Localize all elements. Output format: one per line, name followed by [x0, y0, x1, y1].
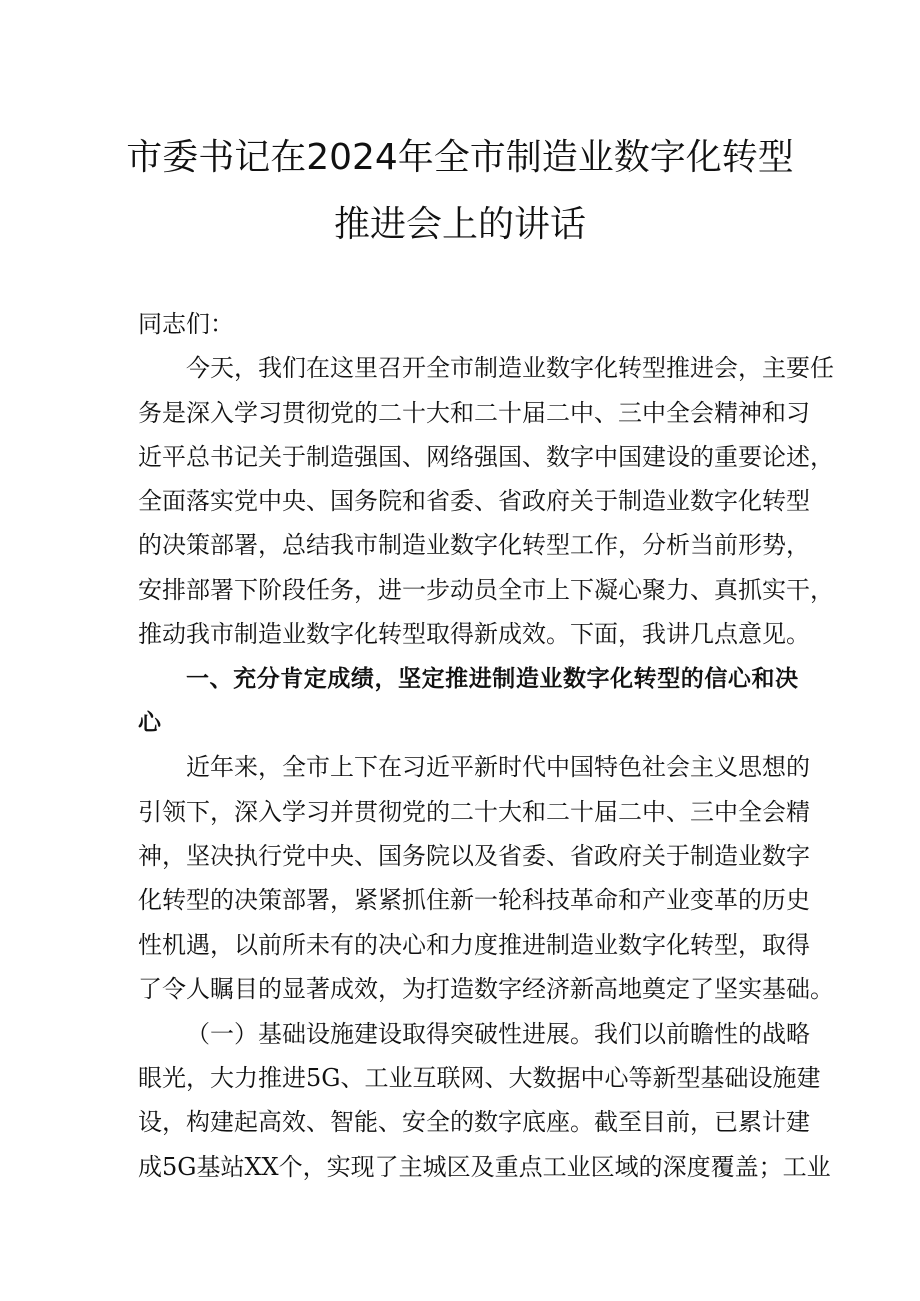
paragraph-2-line: 了令人瞩目的显著成效，为打造数字经济新高地奠定了坚实基础。 — [138, 975, 834, 1003]
paragraph-2-line: 神，坚决执行党中央、国务院以及省委、省政府关于制造业数字 — [138, 842, 810, 870]
paragraph-2-line: 性机遇，以前所未有的决心和力度推进制造业数字化转型，取得 — [138, 931, 810, 959]
salutation: 同志们： — [138, 310, 234, 338]
section-heading-1-line: 心 — [138, 710, 161, 736]
document-title-line-1: 市委书记在2024年全市制造业数字化转型 — [126, 137, 794, 178]
paragraph-2-line: 化转型的决策部署，紧紧抓住新一轮科技革命和产业变革的历史 — [138, 886, 810, 914]
paragraph-1-line: 全面落实党中央、国务院和省委、省政府关于制造业数字化转型 — [138, 487, 810, 515]
paragraph-1-line: 务是深入学习贯彻党的二十大和二十届二中、三中全会精神和习 — [138, 399, 810, 427]
section-heading-1-line: 一、充分肯定成绩，坚定推进制造业数字化转型的信心和决 — [186, 666, 798, 692]
paragraph-3-line: 设，构建起高效、智能、安全的数字底座。截至目前，已累计建 — [138, 1108, 810, 1136]
document-title-line-2: 推进会上的讲话 — [333, 204, 586, 245]
paragraph-3-line: （一）基础设施建设取得突破性进展。我们以前瞻性的战略 — [186, 1020, 810, 1048]
paragraph-3-line: 成5G基站XX个，实现了主城区及重点工业区域的深度覆盖；工业 — [138, 1153, 831, 1181]
paragraph-3-line: 眼光，大力推进5G、工业互联网、大数据中心等新型基础设施建 — [138, 1064, 821, 1092]
paragraph-1-line: 推动我市制造业数字化转型取得新成效。下面，我讲几点意见。 — [138, 620, 810, 648]
paragraph-2-line: 近年来，全市上下在习近平新时代中国特色社会主义思想的 — [186, 753, 810, 781]
paragraph-1-line: 的决策部署，总结我市制造业数字化转型工作，分析当前形势， — [138, 531, 810, 559]
paragraph-1-line: 安排部署下阶段任务，进一步动员全市上下凝心聚力、真抓实干， — [138, 576, 834, 604]
paragraph-1-line: 近平总书记关于制造强国、网络强国、数字中国建设的重要论述， — [138, 443, 834, 471]
paragraph-1-line: 今天，我们在这里召开全市制造业数字化转型推进会，主要任 — [186, 354, 834, 382]
paragraph-2-line: 引领下，深入学习并贯彻党的二十大和二十届二中、三中全会精 — [138, 798, 810, 826]
